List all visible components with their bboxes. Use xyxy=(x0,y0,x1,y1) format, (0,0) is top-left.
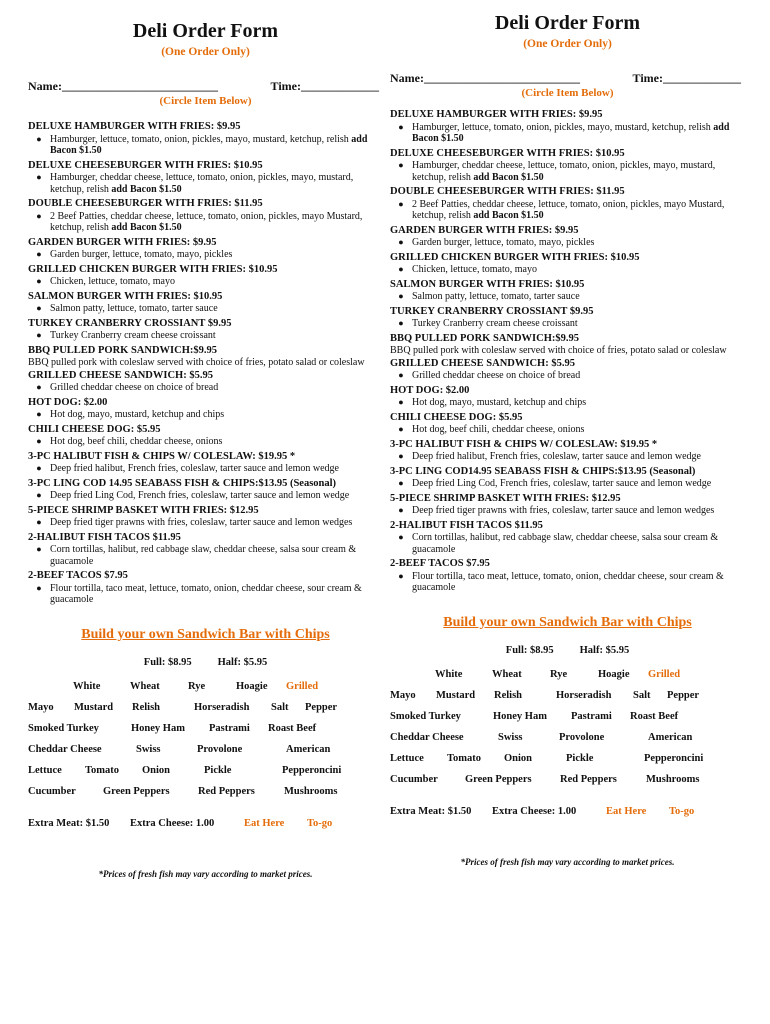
menu-item-description xyxy=(28,490,383,504)
menu-item-ingredients: Deep fried halibut, French fries, coleslaw, tarter sauce and lemon wedge xyxy=(50,463,339,474)
condiment-option[interactable]: Mayo xyxy=(390,689,416,701)
sandwich-bar-title: Build your own Sandwich Bar with Chips xyxy=(443,614,692,630)
menu-item-description-text xyxy=(412,318,745,330)
veggie-option[interactable]: Cucumber xyxy=(28,785,76,797)
menu-item-heading[interactable]: DELUXE HAMBURGER WITH FRIES: $9.95 xyxy=(390,109,603,120)
bread-option[interactable]: Rye xyxy=(550,668,568,680)
menu-item-ingredients: Hot dog, mayo, mustard, ketchup and chips xyxy=(412,397,587,408)
bullet-icon: ● xyxy=(36,382,42,392)
bullet-icon: ● xyxy=(36,463,42,473)
menu-item-description xyxy=(390,122,745,147)
half-price[interactable]: Half: $5.95 xyxy=(217,656,268,668)
menu-item-heading[interactable]: BBQ PULLED PORK SANDWICH:$9.95 xyxy=(390,332,580,344)
veggie-option[interactable]: Onion xyxy=(504,752,533,764)
menu-item-description xyxy=(390,264,745,278)
extra-cheese[interactable]: Extra Cheese: 1.00 xyxy=(492,805,577,817)
menu-item-heading[interactable]: GRILLED CHICKEN BURGER WITH FRIES: $10.95 xyxy=(390,251,640,263)
time-field[interactable]: Time:_____________ xyxy=(270,79,379,93)
bullet-icon: ● xyxy=(398,318,404,328)
form-subtitle: (One Order Only) xyxy=(523,38,612,50)
menu-item-ingredients: Chicken, lettuce, tomato, mayo xyxy=(50,276,175,287)
sandwich-options-grid xyxy=(28,677,383,847)
name-time-row xyxy=(28,79,383,93)
menu-item-ingredients: Deep fried halibut, French fries, coleslaw, tarter sauce and lemon wedge xyxy=(412,451,701,462)
menu-item-heading[interactable]: GRILLED CHEESE SANDWICH: $5.95 xyxy=(390,357,575,369)
order-form-right xyxy=(390,0,745,868)
menu-item-description-text xyxy=(50,517,383,529)
menu-item-description xyxy=(390,370,745,384)
condiment-option[interactable]: Mustard xyxy=(74,701,114,713)
menu-item-description-text xyxy=(412,160,745,183)
menu-item-ingredients: Grilled cheddar cheese on choice of bread xyxy=(50,382,219,393)
menu-item-heading[interactable]: 3-PC LING COD 14.95 SEABASS FISH & CHIPS:$13.95 (Seasonal) xyxy=(28,477,337,489)
bullet-icon: ● xyxy=(36,276,42,286)
form-title: Deli Order Form xyxy=(132,20,279,42)
menu-item-description xyxy=(28,517,383,531)
bullet-icon: ● xyxy=(36,582,42,593)
menu-item-ingredients: Hamburger, lettuce, tomato, onion, pickles, mayo, mustard, ketchup, relish xyxy=(412,121,711,133)
meat-option[interactable]: Roast Beef xyxy=(630,710,679,722)
bullet-icon: ● xyxy=(398,160,404,170)
menu-item-description-text xyxy=(412,199,745,222)
bullet-icon: ● xyxy=(36,303,42,313)
cheese-option[interactable]: Swiss xyxy=(136,743,161,755)
menu-item-heading[interactable]: GRILLED CHEESE SANDWICH: $5.95 xyxy=(28,369,213,381)
menu-item-ingredients: Hot dog, beef chili, cheddar cheese, onions xyxy=(412,424,585,435)
menu-item-description-text xyxy=(50,382,383,394)
bullet-icon: ● xyxy=(36,436,42,446)
condiment-option[interactable]: Pepper xyxy=(667,689,700,701)
menu-item-ingredients: Salmon patty, lettuce, tomato, tarter sauce xyxy=(50,303,218,314)
menu-item-description xyxy=(390,424,745,438)
menu-item-description-text xyxy=(412,264,745,276)
menu-item-heading[interactable]: CHILI CHEESE DOG: $5.95 xyxy=(390,411,523,423)
menu-item-description xyxy=(28,172,383,197)
menu-item-addon[interactable]: add Bacon $1.50 xyxy=(111,183,182,195)
bread-option[interactable]: Grilled xyxy=(286,680,319,692)
form-subtitle: (One Order Only) xyxy=(161,46,250,58)
condiment-option[interactable]: Mustard xyxy=(436,689,476,701)
condiment-option[interactable]: Horseradish xyxy=(194,701,250,713)
menu-item-description-text xyxy=(412,505,745,517)
bullet-icon: ● xyxy=(36,409,42,419)
menu-item-heading[interactable]: CHILI CHEESE DOG: $5.95 xyxy=(28,423,161,435)
menu-item-heading[interactable]: GARDEN BURGER WITH FRIES: $9.95 xyxy=(390,224,579,236)
menu-item-description-text xyxy=(412,237,745,249)
menu-item-ingredients: Grilled cheddar cheese on choice of bread xyxy=(412,370,581,381)
menu-item-description xyxy=(390,397,745,411)
menu-item-description xyxy=(390,505,745,519)
menu-item-description-text xyxy=(412,532,745,555)
menu-item-ingredients: Hot dog, beef chili, cheddar cheese, onions xyxy=(50,436,223,447)
menu-item-ingredients: Corn tortillas, halibut, red cabbage slaw, cheddar cheese, salsa sour cream & guacamole xyxy=(412,532,719,555)
menu-item-description-text xyxy=(412,291,745,303)
menu-item-description xyxy=(390,318,745,332)
meat-option[interactable]: Smoked Turkey xyxy=(390,710,461,722)
menu-item-description xyxy=(28,303,383,317)
menu-item-description-text xyxy=(412,397,745,409)
bullet-icon: ● xyxy=(398,370,404,380)
menu-item-description xyxy=(28,211,383,236)
veggie-option[interactable]: Pepperoncini xyxy=(644,752,704,764)
menu-item-description-text xyxy=(50,463,383,475)
menu-item-description xyxy=(390,451,745,465)
condiment-option[interactable]: Mayo xyxy=(28,701,54,713)
condiment-option[interactable]: Relish xyxy=(132,701,161,713)
veggie-option[interactable]: Cucumber xyxy=(390,773,438,785)
bread-option[interactable]: White xyxy=(73,680,101,692)
menu-item-heading[interactable]: DELUXE HAMBURGER WITH FRIES: $9.95 xyxy=(28,121,241,132)
menu-item-heading[interactable]: SALMON BURGER WITH FRIES: $10.95 xyxy=(390,278,585,290)
menu-item-description: BBQ pulled pork with coleslaw served with choice of fries, potato salad or coleslaw xyxy=(390,345,727,356)
menu-item-ingredients: Turkey Cranberry cream cheese croissant xyxy=(412,318,578,329)
menu-item-description-text xyxy=(50,409,383,421)
menu-item-description-text xyxy=(412,370,745,382)
condiment-option[interactable]: Salt xyxy=(271,701,289,713)
menu-list xyxy=(390,108,745,596)
bullet-icon: ● xyxy=(398,264,404,274)
menu-item-description-text xyxy=(50,303,383,315)
menu-item-heading[interactable]: 5-PIECE SHRIMP BASKET WITH FRIES: $12.95 xyxy=(28,504,259,516)
menu-item-description xyxy=(390,478,745,492)
menu-item-description xyxy=(390,160,745,185)
to-go-option[interactable]: To-go xyxy=(669,805,695,817)
bread-option[interactable]: White xyxy=(435,668,463,680)
menu-item-description xyxy=(390,237,745,251)
menu-item-heading[interactable]: GRILLED CHICKEN BURGER WITH FRIES: $10.95 xyxy=(28,263,278,275)
menu-item-ingredients: Hot dog, mayo, mustard, ketchup and chips xyxy=(50,409,225,420)
menu-item-addon[interactable]: add Bacon $1.50 xyxy=(473,210,544,221)
bullet-icon: ● xyxy=(398,478,404,488)
eat-here-option[interactable]: Eat Here xyxy=(244,817,285,829)
menu-item-description xyxy=(28,382,383,396)
menu-item-heading[interactable]: 3-PC LING COD14.95 SEABASS FISH & CHIPS:$13.95 (Seasonal) xyxy=(390,465,696,477)
bullet-icon: ● xyxy=(398,397,404,407)
menu-item-heading[interactable]: 2-BEEF TACOS $7.95 xyxy=(28,570,128,581)
menu-item-description-text xyxy=(50,544,383,567)
menu-item-description-text xyxy=(50,211,383,234)
bread-option[interactable]: Hoagie xyxy=(236,680,268,692)
menu-item-addon[interactable]: add Bacon $1.50 xyxy=(473,171,544,183)
menu-item-heading[interactable]: TURKEY CRANBERRY CROSSIANT $9.95 xyxy=(390,305,594,317)
bullet-icon: ● xyxy=(36,544,42,554)
menu-item-description xyxy=(28,409,383,423)
menu-item-description-text xyxy=(50,490,383,502)
menu-item-description xyxy=(390,291,745,305)
menu-item-ingredients: Salmon patty, lettuce, tomato, tarter sauce xyxy=(412,291,580,302)
veggie-option[interactable]: Red Peppers xyxy=(198,785,255,797)
menu-item-ingredients: Chicken, lettuce, tomato, mayo xyxy=(412,264,537,275)
meat-option[interactable]: Honey Ham xyxy=(493,710,547,722)
menu-item-description-text xyxy=(412,122,745,145)
sandwich-prices xyxy=(390,644,745,657)
menu-item-description xyxy=(28,134,383,159)
veggie-option[interactable]: Tomato xyxy=(85,764,120,776)
bullet-icon: ● xyxy=(36,172,42,182)
condiment-option[interactable]: Salt xyxy=(633,689,651,701)
menu-item-heading[interactable]: HOT DOG: $2.00 xyxy=(390,384,470,396)
menu-item-addon[interactable]: add Bacon $1.50 xyxy=(50,133,368,156)
extra-meat[interactable]: Extra Meat: $1.50 xyxy=(28,817,110,829)
menu-item-description xyxy=(28,330,383,344)
veggie-option[interactable]: Lettuce xyxy=(28,764,62,776)
bullet-icon: ● xyxy=(36,490,42,500)
menu-item-ingredients: Hamburger, cheddar cheese, lettuce, tomato, onion, pickles, mayo, mustard, ketchup, relish xyxy=(412,160,716,183)
menu-item-ingredients: Garden burger, lettuce, tomato, mayo, pickles xyxy=(412,237,595,248)
cheese-option[interactable]: Swiss xyxy=(498,731,523,743)
veggie-option[interactable]: Mushrooms xyxy=(646,773,700,785)
time-field[interactable]: Time:_____________ xyxy=(632,71,741,85)
menu-item-description-text xyxy=(50,330,383,342)
name-field[interactable]: Name:__________________________ xyxy=(28,79,218,93)
menu-item-description xyxy=(28,463,383,477)
extra-meat[interactable]: Extra Meat: $1.50 xyxy=(390,805,472,817)
veggie-option[interactable]: Onion xyxy=(142,764,171,776)
menu-list xyxy=(28,120,383,608)
eat-here-option[interactable]: Eat Here xyxy=(606,805,647,817)
menu-item-ingredients: Garden burger, lettuce, tomato, mayo, pickles xyxy=(50,249,233,260)
menu-item-addon[interactable]: add Bacon $1.50 xyxy=(412,121,730,144)
sandwich-prices xyxy=(28,656,383,669)
menu-item-ingredients: Deep fried Ling Cod, French fries, coleslaw, tarter sauce and lemon wedge xyxy=(412,478,712,489)
menu-item-heading[interactable]: 3-PC HALIBUT FISH & CHIPS W/ COLESLAW: $19.95 * xyxy=(390,438,658,450)
menu-item-description-text xyxy=(412,451,745,463)
menu-item-addon[interactable]: add Bacon $1.50 xyxy=(111,222,182,233)
bullet-icon: ● xyxy=(398,570,404,581)
veggie-option[interactable]: Mushrooms xyxy=(284,785,338,797)
menu-item-description xyxy=(390,571,745,596)
menu-item-description-text xyxy=(412,424,745,436)
cheese-option[interactable]: Provolone xyxy=(197,743,243,755)
circle-note: (Circle Item Below) xyxy=(521,87,614,99)
cheese-option[interactable]: American xyxy=(648,731,693,743)
bullet-icon: ● xyxy=(398,505,404,515)
meat-option[interactable]: Pastrami xyxy=(571,710,612,722)
bullet-icon: ● xyxy=(36,330,42,340)
menu-item-description xyxy=(28,583,383,608)
menu-item-heading[interactable]: DELUXE CHEESEBURGER WITH FRIES: $10.95 xyxy=(390,147,625,159)
bullet-icon: ● xyxy=(398,121,404,132)
condiment-option[interactable]: Pepper xyxy=(305,701,338,713)
cheese-option[interactable]: American xyxy=(286,743,331,755)
meat-option[interactable]: Pastrami xyxy=(209,722,250,734)
veggie-option[interactable]: Green Peppers xyxy=(465,773,532,785)
sandwich-bar-title: Build your own Sandwich Bar with Chips xyxy=(81,626,330,642)
form-title: Deli Order Form xyxy=(494,12,641,34)
bullet-icon: ● xyxy=(36,249,42,259)
menu-item-heading[interactable]: 2-HALIBUT FISH TACOS $11.95 xyxy=(28,531,181,543)
menu-item-description-text xyxy=(412,571,745,594)
meat-option[interactable]: Smoked Turkey xyxy=(28,722,99,734)
sandwich-options-grid xyxy=(390,665,745,835)
bread-option[interactable]: Hoagie xyxy=(598,668,630,680)
full-price[interactable]: Full: $8.95 xyxy=(143,656,192,668)
condiment-option[interactable]: Relish xyxy=(494,689,523,701)
menu-item-ingredients: Flour tortilla, taco meat, lettuce, tomato, onion, cheddar cheese, sour cream & guacamole xyxy=(50,582,362,605)
menu-item-description-text xyxy=(50,583,383,606)
menu-item-description-text xyxy=(50,249,383,261)
menu-item-description xyxy=(28,544,383,569)
menu-item-ingredients: Deep fried tiger prawns with fries, coleslaw, tarter sauce and lemon wedges xyxy=(412,505,715,516)
menu-item-heading[interactable]: DELUXE CHEESEBURGER WITH FRIES: $10.95 xyxy=(28,159,263,171)
menu-item-description xyxy=(28,436,383,450)
menu-item-heading[interactable]: 2-BEEF TACOS $7.95 xyxy=(390,558,490,569)
bread-option[interactable]: Grilled xyxy=(648,668,681,680)
bullet-icon: ● xyxy=(398,237,404,247)
menu-item-ingredients: Deep fried tiger prawns with fries, coleslaw, tarter sauce and lemon wedges xyxy=(50,517,353,528)
menu-item-description xyxy=(28,249,383,263)
menu-item-ingredients: Deep fried Ling Cod, French fries, coleslaw, tarter sauce and lemon wedge xyxy=(50,490,350,501)
menu-item-description-text xyxy=(50,436,383,448)
menu-item-ingredients: 2 Beef Patties, cheddar cheese, lettuce, tomato, onion, pickles, mayo Mustard, ketchup, relish xyxy=(50,210,363,233)
menu-item-description xyxy=(390,532,745,557)
fish-price-disclaimer: *Prices of fresh fish may vary according to market prices. xyxy=(460,856,675,867)
bullet-icon: ● xyxy=(398,532,404,542)
meat-option[interactable]: Roast Beef xyxy=(268,722,317,734)
half-price[interactable]: Half: $5.95 xyxy=(579,644,630,656)
menu-item-heading[interactable]: 5-PIECE SHRIMP BASKET WITH FRIES: $12.95 xyxy=(390,492,621,504)
menu-item-heading[interactable]: TURKEY CRANBERRY CROSSIANT $9.95 xyxy=(28,317,232,329)
veggie-option[interactable]: Red Peppers xyxy=(560,773,617,785)
bullet-icon: ● xyxy=(36,133,42,144)
menu-item-description-text xyxy=(50,134,383,157)
full-price[interactable]: Full: $8.95 xyxy=(505,644,554,656)
menu-item-description-text xyxy=(50,276,383,288)
bullet-icon: ● xyxy=(36,517,42,527)
menu-item-heading[interactable]: BBQ PULLED PORK SANDWICH:$9.95 xyxy=(28,344,218,356)
menu-item-description xyxy=(28,276,383,290)
veggie-option[interactable]: Pickle xyxy=(566,752,594,764)
bread-option[interactable]: Wheat xyxy=(492,668,522,680)
meat-option[interactable]: Honey Ham xyxy=(131,722,185,734)
menu-item-ingredients: 2 Beef Patties, cheddar cheese, lettuce, tomato, onion, pickles, mayo Mustard, ketchup, relish xyxy=(412,198,725,221)
veggie-option[interactable]: Pepperoncini xyxy=(282,764,342,776)
menu-item-ingredients: Hamburger, cheddar cheese, lettuce, tomato, onion, pickles, mayo, mustard, ketchup, relish xyxy=(50,172,354,195)
cheese-option[interactable]: Provolone xyxy=(559,731,605,743)
fish-price-disclaimer: *Prices of fresh fish may vary according to market prices. xyxy=(98,868,313,879)
menu-item-heading[interactable]: SALMON BURGER WITH FRIES: $10.95 xyxy=(28,290,223,302)
menu-item-heading[interactable]: 2-HALIBUT FISH TACOS $11.95 xyxy=(390,519,543,531)
menu-item-heading[interactable]: DOUBLE CHEESEBURGER WITH FRIES: $11.95 xyxy=(390,186,625,197)
to-go-option[interactable]: To-go xyxy=(307,817,333,829)
cheese-option[interactable]: Cheddar Cheese xyxy=(390,731,464,743)
veggie-option[interactable]: Pickle xyxy=(204,764,232,776)
menu-item-description xyxy=(390,199,745,224)
menu-item-heading[interactable]: GARDEN BURGER WITH FRIES: $9.95 xyxy=(28,236,217,248)
bullet-icon: ● xyxy=(398,451,404,461)
bullet-icon: ● xyxy=(398,291,404,301)
bullet-icon: ● xyxy=(398,424,404,434)
bread-option[interactable]: Wheat xyxy=(130,680,160,692)
menu-item-heading[interactable]: HOT DOG: $2.00 xyxy=(28,396,108,408)
veggie-option[interactable]: Green Peppers xyxy=(103,785,170,797)
extra-cheese[interactable]: Extra Cheese: 1.00 xyxy=(130,817,215,829)
name-time-row xyxy=(390,71,745,85)
bread-option[interactable]: Rye xyxy=(188,680,206,692)
name-field[interactable]: Name:__________________________ xyxy=(390,71,580,85)
circle-note: (Circle Item Below) xyxy=(159,95,252,107)
menu-item-ingredients: Corn tortillas, halibut, red cabbage slaw, cheddar cheese, salsa sour cream & guacamole xyxy=(50,544,357,567)
menu-item-heading[interactable]: DOUBLE CHEESEBURGER WITH FRIES: $11.95 xyxy=(28,198,263,209)
menu-item-description: BBQ pulled pork with coleslaw served with choice of fries, potato salad or coleslaw xyxy=(28,357,365,368)
order-form-left xyxy=(28,0,383,880)
veggie-option[interactable]: Tomato xyxy=(447,752,482,764)
bullet-icon: ● xyxy=(36,210,42,221)
menu-item-ingredients: Hamburger, lettuce, tomato, onion, pickles, mayo, mustard, ketchup, relish xyxy=(50,133,349,145)
condiment-option[interactable]: Horseradish xyxy=(556,689,612,701)
menu-item-ingredients: Turkey Cranberry cream cheese croissant xyxy=(50,330,216,341)
cheese-option[interactable]: Cheddar Cheese xyxy=(28,743,102,755)
menu-item-description-text xyxy=(50,172,383,195)
menu-item-ingredients: Flour tortilla, taco meat, lettuce, tomato, onion, cheddar cheese, sour cream & guacamole xyxy=(412,570,724,593)
veggie-option[interactable]: Lettuce xyxy=(390,752,424,764)
menu-item-heading[interactable]: 3-PC HALIBUT FISH & CHIPS W/ COLESLAW: $19.95 * xyxy=(28,450,296,462)
menu-item-description-text xyxy=(412,478,745,490)
bullet-icon: ● xyxy=(398,198,404,209)
